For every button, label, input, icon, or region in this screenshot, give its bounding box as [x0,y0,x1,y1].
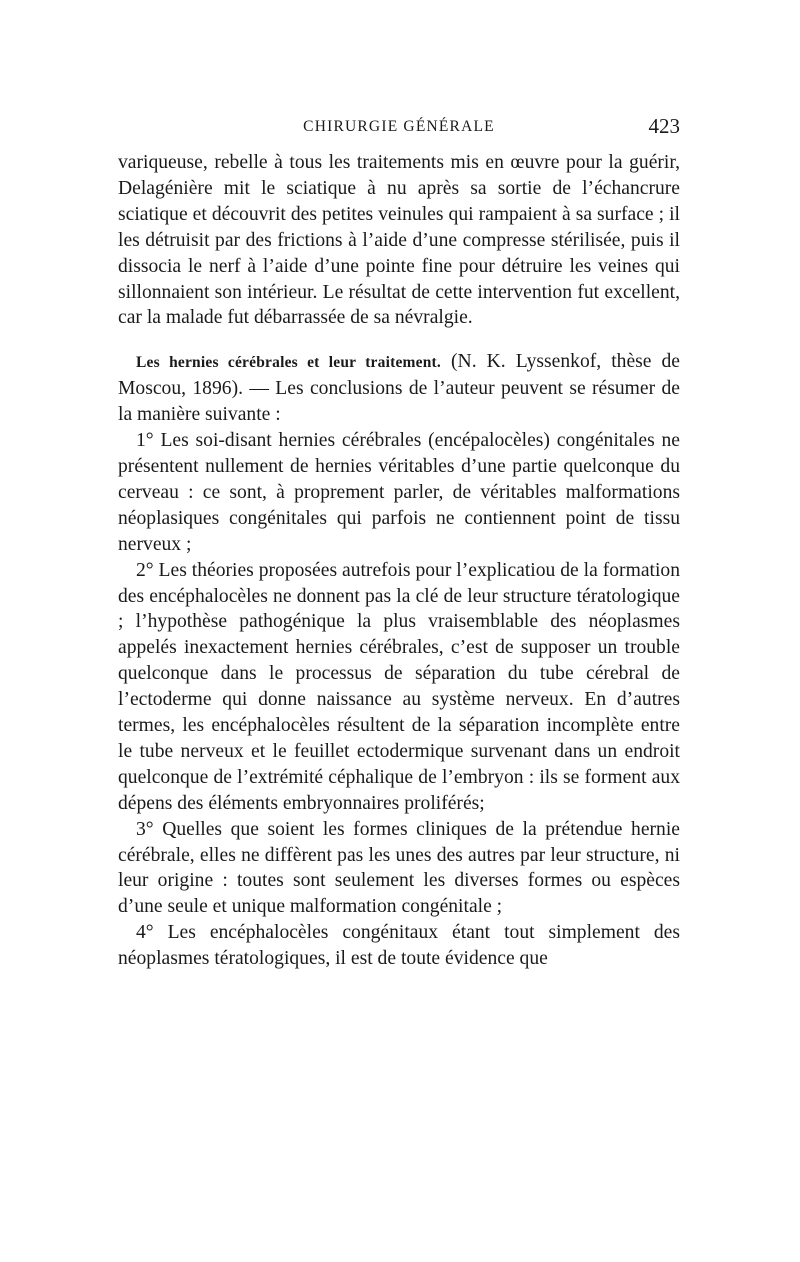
page-header [118,114,680,144]
conclusion-1: 1° Les soi-disant hernies cérébrales (encépalocèles) congénitales ne présentent nullement de hernies véritables d’une partie quelconque du cerveau : ce sont, à proprement parler, de véritables malformations néoplasiques congénitales qui parfois ne contiennent point de tissu nerveux ; [118,430,680,555]
section-intro: (N. K. Lyssenkof, thèse de Moscou, 1896). — Les conclusions de l’auteur peuvent se résumer de la manière suivante : [118,351,681,426]
section-title: Les hernies cérébrales et leur traitement. [136,354,441,372]
conclusion-3: 3° Quelles que soient les formes cliniques de la prétendue hernie cérébrale, elles ne diffèrent pas les unes des autres par leur structure, ni leur origine : toutes sont seulement les diverses formes ou espèces d’une seule et unique malformation congénitale ; [118,818,680,918]
body-text [118,150,680,972]
section-paragraph [118,349,680,428]
conclusion-4: 4° Les encéphalocèles congénitaux étant tout simplement des néoplasmes tératologiques, il est de toute évidence que [118,922,680,970]
conclusion-2: 2° Les théories proposées autrefois pour l’explicatiou de la formation des encéphalocèles ne donnent pas la clé de leur structure tératologique ; l’hypothèse pathogénique la plus vraisemblable des néoplasmes appelés inexactement hernies cérébrales, c’est de supposer un trouble quelconque dans le processus de séparation du tube cérebral de l’ectoderme qui donne naissance au système nerveux. En d’autres termes, les encéphalocèles résultent de la séparation incomplète entre le tube nerveux et le feuillet ectodermique survenant dans un endroit quelconque de l’extrémité céphalique de l’embryon : ils se forment aux dépens des éléments embryonnaires proliférés; [118,559,680,814]
paragraph-continuation: variqueuse, rebelle à tous les traitements mis en œuvre pour la guérir, Delagénière mit le sciatique à nu après sa sortie de l’échancrure sciatique et découvrit des petites veinules qui rampaient à sa surface ; il les détruisit par des frictions à l’aide d’une compresse stérilisée, puis il dissocia le nerf à l’aide d’une pointe fine pour détruire les veines qui sillonnaient son intérieur. Le résultat de cette intervention fut excellent, car la malade fut débarrassée de sa névralgie. [118,152,680,329]
running-title: CHIRURGIE GÉNÉRALE [303,118,495,135]
page-number: 423 [648,114,680,138]
